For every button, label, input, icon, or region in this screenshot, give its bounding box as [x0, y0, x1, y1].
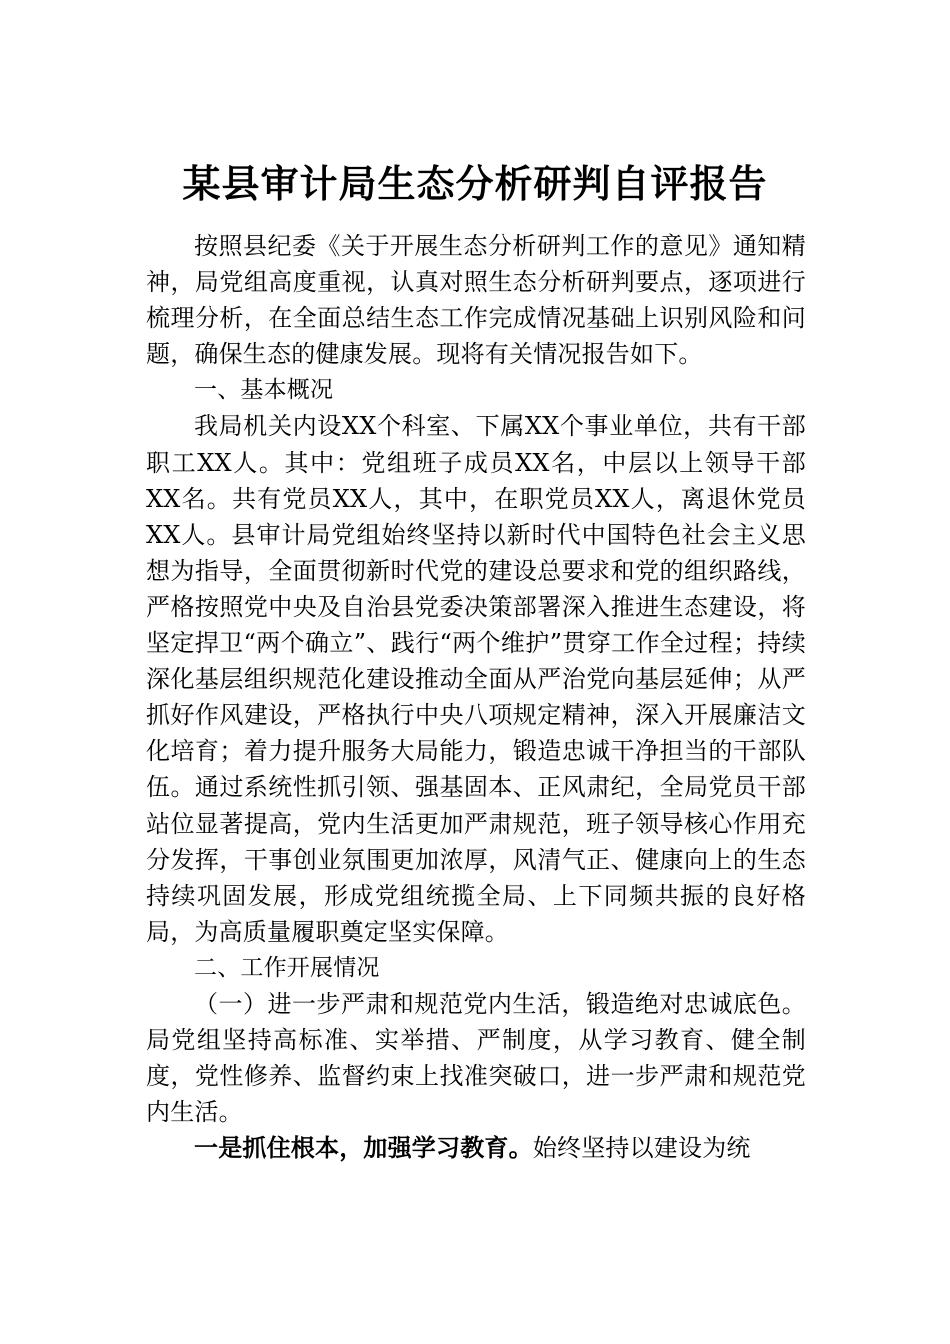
document-title: 某县审计局生态分析研判自评报告 [182, 161, 768, 206]
intro-paragraph: 按照县纪委《关于开展生态分析研判工作的意见》通知精神，局党组高度重视，认真对照生态分析研判要点，逐项进行梳理分析，在全面总结生态工作完成情况基础上识别风险和问题，确保生态的健康发展。现将有关情况报告如下。 [146, 232, 806, 369]
document-body [146, 228, 806, 1166]
subsection-one-paragraph: （一）进一步严肃和规范党内生活，锻造绝对忠诚底色。局党组坚持高标准、实举措、严制度，从学习教育、健全制度，党性修养、监督约束上找准突破口，进一步严肃和规范党内生活。 [146, 989, 806, 1127]
section-heading-basic-overview: 一、基本概况 [194, 377, 334, 404]
point-one-paragraph [146, 1130, 806, 1166]
section-basic-overview-paragraph: 我局机关内设XX个科室、下属XX个事业单位，共有干部职工XX人。其中：党组班子成员XX名，中层以上领导干部XX名。共有党员XX人，其中，在职党员XX人，离退休党员XX人。县审计局党组始终坚持以新时代中国特色社会主义思想为指导，全面贯彻新时代党的建设总要求和党的组织路线，严格按照党中央及自治县党委决策部署深入推进生态建设，将坚定捍卫“两个确立”、践行“两个维护”贯穿工作全过程；持续深化基层组织规范化建设推动全面从严治党向基层延伸；从严抓好作风建设，严格执行中央八项规定精神，深入开展廉洁文化培育；着力提升服务大局能力，锻造忠诚干净担当的干部队伍。通过系统性抓引领、强基固本、正风肃纪，全局党员干部站位显著提高，党内生活更加严肃规范，班子领导核心作用充分发挥，干事创业氛围更加浓厚，风清气正、健康向上的生态持续巩固发展，形成党组统揽全局、上下同频共振的良好格局，为高质量履职奠定坚实保障。 [146, 412, 806, 946]
section-heading-work-progress: 二、工作开展情况 [194, 954, 380, 981]
point-one-text: 始终坚持以建设为统 [532, 1134, 751, 1163]
point-one-lead: 一是抓住根本，加强学习教育。 [194, 1133, 533, 1163]
